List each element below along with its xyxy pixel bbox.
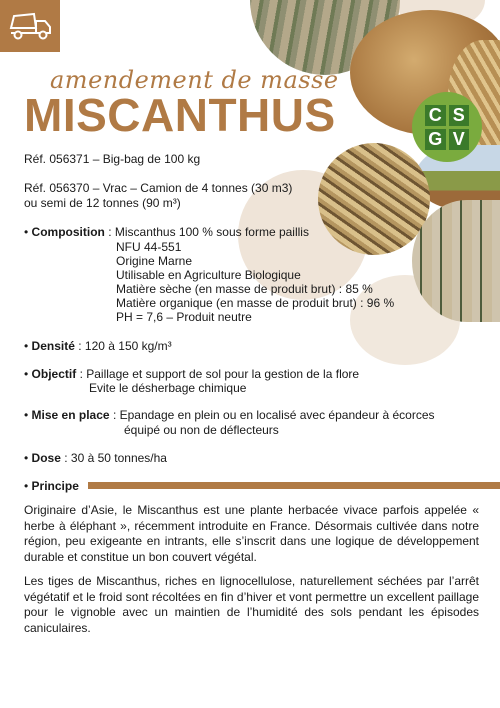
logo-letter: V [449,129,470,150]
bullet: • [24,339,32,353]
mise-en-place-label: Mise en place [31,408,110,422]
csgv-logo [412,92,482,162]
objectif-line: : Paillage et support de sol pour la gestion de la flore [79,367,360,381]
densite-value: : 120 à 150 kg/m³ [78,339,172,353]
objectif-row [24,367,359,382]
dose-label: Dose [31,451,61,465]
densite-label: Densité [31,339,75,353]
page-title: MISCANTHUS [24,89,336,141]
principe-paragraph: Originaire d’Asie, le Miscanthus est une plante herbacée vivace parfois appelée « herbe à éléphant », récemment introduite en France. Désormais cultivée dans notre région, peu exigeante en intrants, elle s’inscrit dans une logique de développement durable et constitue un bon couvert végétal. [24,503,479,564]
mise-en-place-row [24,408,435,423]
ref-vrac: Réf. 056370 – Vrac – Camion de 4 tonnes (30 m3) [24,181,293,195]
principe-label: Principe [31,479,79,493]
composition-line: Utilisable en Agriculture Biologique [116,268,301,282]
composition-line: : Miscanthus 100 % sous forme paillis [108,225,309,239]
dose-row [24,451,167,466]
composition-line: NFU 44-551 [116,240,182,254]
bullet: • [24,225,32,239]
objectif-label: Objectif [31,367,77,381]
composition-label: Composition [31,225,105,239]
section-rule [88,482,500,489]
composition-line: Matière sèche (en masse de produit brut) : 85 % [116,282,373,296]
bullet: • [24,408,32,422]
mise-en-place-line: équipé ou non de déflecteurs [124,423,279,437]
ref-vrac-semi: ou semi de 12 tonnes (90 m³) [24,196,181,210]
logo-letter: C [425,105,446,126]
header-badge [0,0,60,52]
bullet: • [24,479,32,493]
composition-line: PH = 7,6 – Produit neutre [116,310,252,324]
composition-row [24,225,309,240]
objectif-line: Evite le désherbage chimique [89,381,247,395]
dump-truck-icon [8,12,54,40]
ref-bigbag: Réf. 056371 – Big-bag de 100 kg [24,152,201,166]
mise-en-place-line: : Epandage en plein ou en localisé avec épandeur à écorces [112,408,435,422]
composition-line: Origine Marne [116,254,193,268]
bullet: • [24,367,32,381]
principe-row [24,479,79,494]
densite-row [24,339,172,354]
page-subtitle: amendement de masse [50,66,339,94]
photo-mulch-closeup [318,143,430,255]
bullet: • [24,451,32,465]
dose-value: : 30 à 50 tonnes/ha [64,451,167,465]
logo-letter: G [425,129,446,150]
logo-letter: S [449,105,470,126]
principe-paragraph: Les tiges de Miscanthus, riches en lignocellulose, naturellement séchées par l’arrêt végétatif et le froid sont récoltées en fin d’hiver et vont permettre un excellent paillage pour le vignoble avec un maintien de l’humidité des sols pendant les épisodes caniculaires. [24,574,479,635]
composition-line: Matière organique (en masse de produit brut) : 96 % [116,296,395,310]
